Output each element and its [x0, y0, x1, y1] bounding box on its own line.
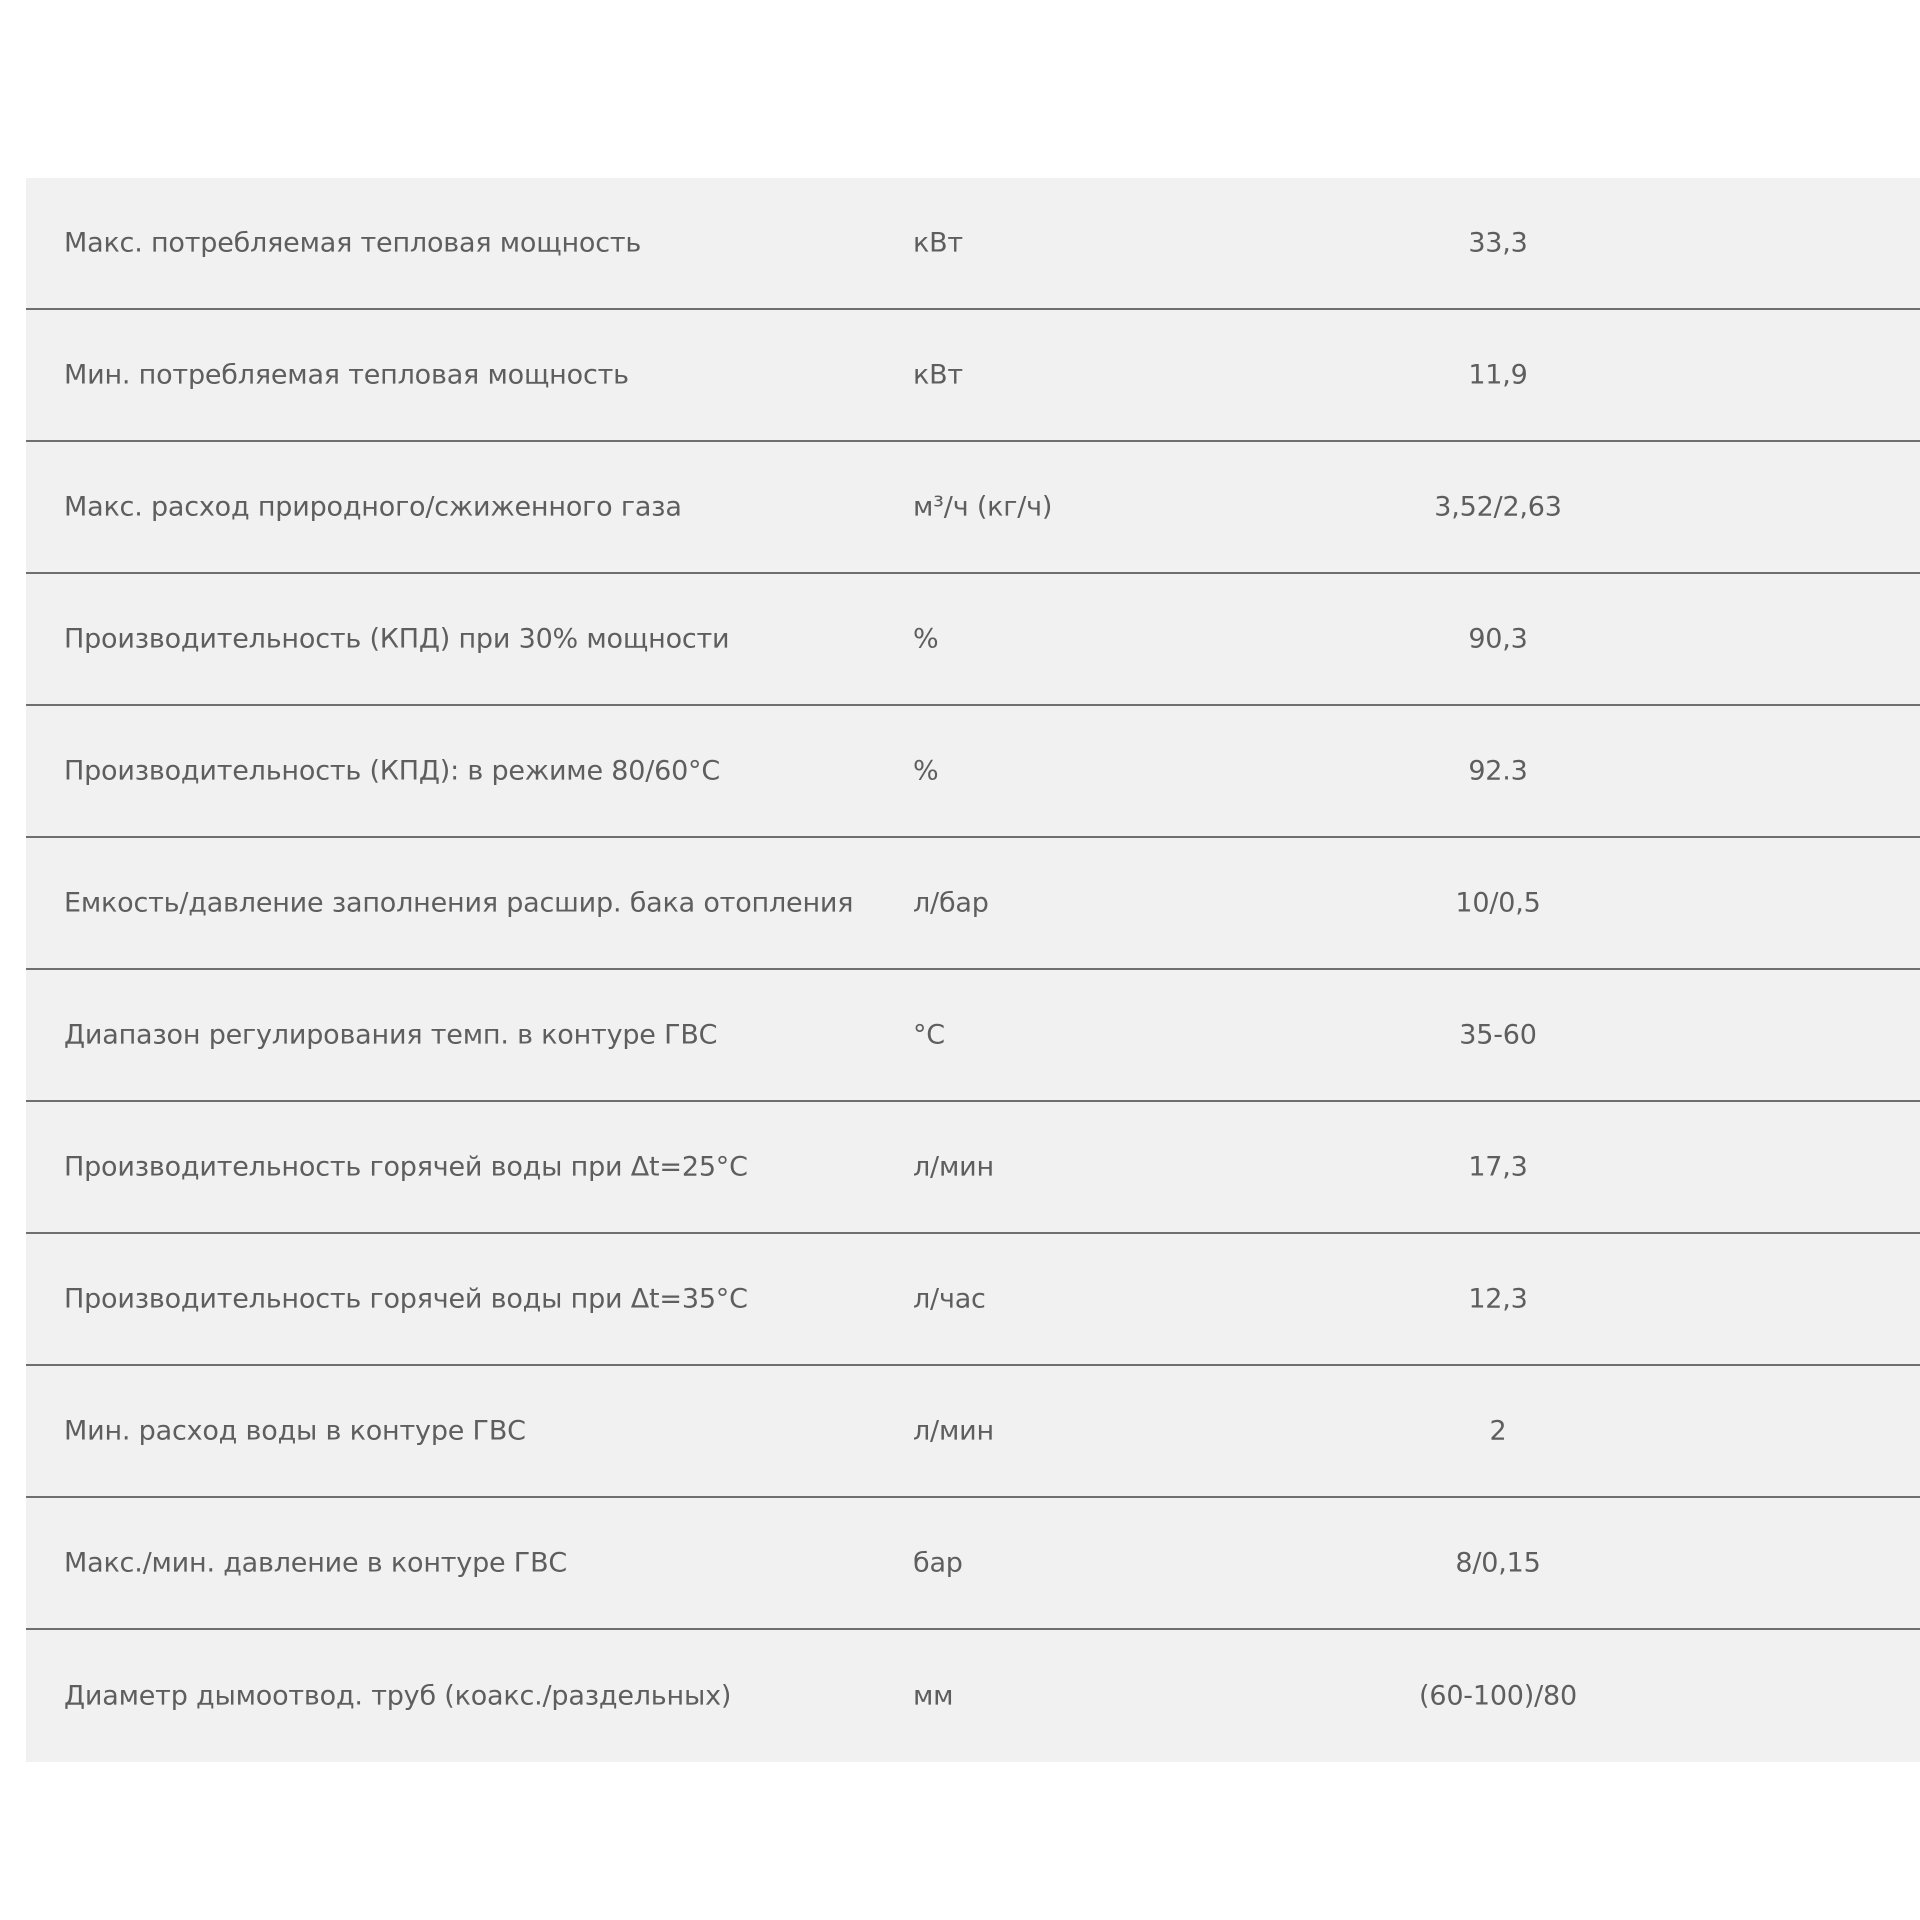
table-row [26, 1102, 1920, 1234]
value-cell: 2 [1489, 1415, 1507, 1447]
unit-cell: °С [913, 1019, 945, 1051]
unit-cell: л/мин [913, 1415, 994, 1447]
table-row [26, 1498, 1920, 1630]
value-cell: 8/0,15 [1455, 1547, 1541, 1579]
parameter-cell: Макс. расход природного/сжиженного газа [64, 491, 682, 523]
table-row [26, 706, 1920, 838]
value-cell: 90,3 [1468, 623, 1528, 655]
parameter-cell: Диапазон регулирования темп. в контуре ГВС [64, 1019, 718, 1051]
value-cell: 3,52/2,63 [1434, 491, 1562, 523]
parameter-cell: Производительность горячей воды при Δt=25°С [64, 1151, 748, 1183]
value-cell: 35-60 [1459, 1019, 1537, 1051]
unit-cell: % [913, 623, 939, 655]
parameter-cell: Мин. расход воды в контуре ГВС [64, 1415, 526, 1447]
parameter-cell: Мин. потребляемая тепловая мощность [64, 359, 629, 391]
specifications-table [26, 178, 1920, 1762]
parameter-cell: Производительность (КПД) при 30% мощности [64, 623, 730, 655]
value-cell: (60-100)/80 [1419, 1680, 1577, 1712]
value-cell: 17,3 [1468, 1151, 1528, 1183]
unit-cell: л/бар [913, 887, 989, 919]
parameter-cell: Производительность (КПД): в режиме 80/60°С [64, 755, 721, 787]
table-row [26, 1234, 1920, 1366]
unit-cell: м³/ч (кг/ч) [913, 491, 1053, 523]
unit-cell: л/час [913, 1283, 986, 1315]
parameter-cell: Производительность горячей воды при Δt=35°С [64, 1283, 748, 1315]
table-row [26, 1630, 1920, 1762]
parameter-cell: Емкость/давление заполнения расшир. бака отопления [64, 887, 854, 919]
table-row [26, 442, 1920, 574]
table-row [26, 1366, 1920, 1498]
parameter-cell: Диаметр дымоотвод. труб (коакс./раздельных) [64, 1680, 732, 1712]
table-row [26, 310, 1920, 442]
value-cell: 12,3 [1468, 1283, 1528, 1315]
table-row [26, 970, 1920, 1102]
table-row [26, 574, 1920, 706]
table-row [26, 838, 1920, 970]
value-cell: 11,9 [1468, 359, 1528, 391]
unit-cell: кВт [913, 359, 963, 391]
value-cell: 10/0,5 [1455, 887, 1541, 919]
parameter-cell: Макс. потребляемая тепловая мощность [64, 227, 642, 259]
value-cell: 33,3 [1468, 227, 1528, 259]
unit-cell: кВт [913, 227, 963, 259]
unit-cell: бар [913, 1547, 963, 1579]
table-row [26, 178, 1920, 310]
unit-cell: мм [913, 1680, 954, 1712]
unit-cell: л/мин [913, 1151, 994, 1183]
value-cell: 92.3 [1468, 755, 1528, 787]
unit-cell: % [913, 755, 939, 787]
parameter-cell: Макс./мин. давление в контуре ГВС [64, 1547, 568, 1579]
